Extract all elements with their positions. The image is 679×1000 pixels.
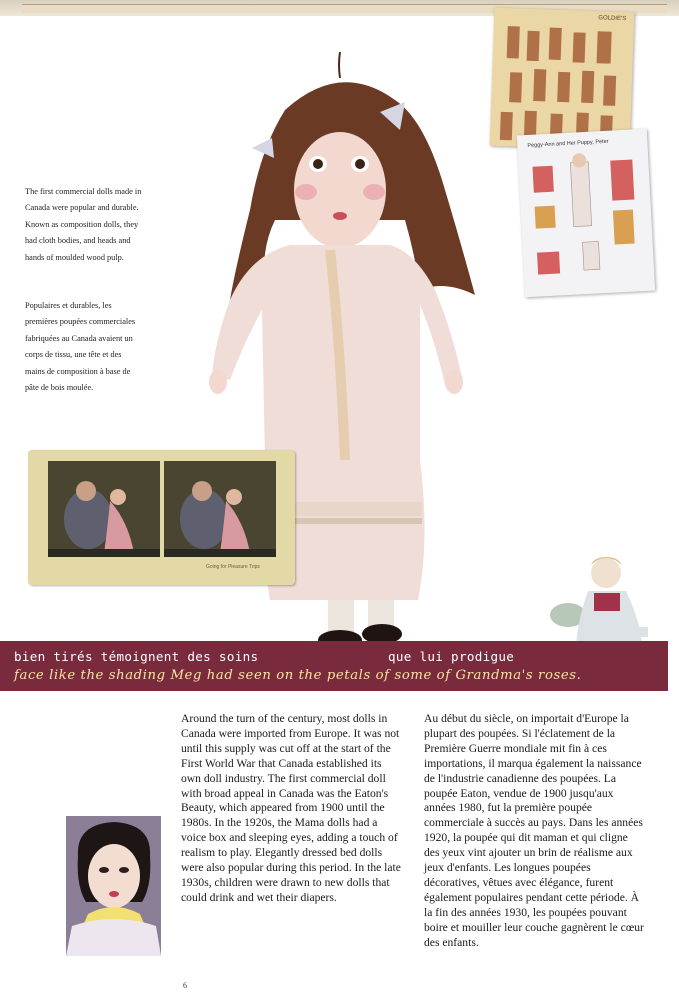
banner-line-french-right: que lui prodigue — [388, 649, 515, 664]
banner-line-english-script: face like the shading Meg had seen on the petals of some of Grandma's roses. — [14, 668, 582, 683]
paper-doll-figures-1 — [490, 8, 635, 151]
stereograph-caption: Going for Pleasure Trips — [206, 564, 260, 570]
stereograph-photo-left — [48, 461, 160, 557]
banner-line-french-left: bien tirés témoignent des soins — [14, 649, 259, 664]
bed-doll-portrait — [66, 816, 161, 956]
caption-english: The first commercial dolls made in Canada were popular and durable. Known as composition dolls, they had cloth bodies, and heads and hands of moulded wood pulp. — [25, 187, 142, 262]
body-text-french: Au début du siècle, on importait d'Europe la plupart des poupées. Si l'éclatement de la Première Guerre mondiale mit fin à ces importations, il marqua également la naissance de l'industrie canadienne des poupées. La poupée Eaton, vendue de 1900 jusqu'aux années 1980, fut la première poupée commerciale à succès au pays. Dans les années 1920, la poupée qui dit maman et qui cligne des yeux vint ajouter un brin de réalisme aux jeux d'enfants. Les longues poupées décoratives, vêtues avec élégance, furent également populaires pendant cette période. À la fin des années 1930, les poupées pouvant boire et mouiller leur couche gagnèrent le cœur des enfants. — [424, 712, 644, 949]
paper-doll-sheet-1-title: GOLDIE'S — [598, 15, 627, 23]
stereograph-photo-right — [164, 461, 276, 557]
paper-doll-figures-2 — [517, 129, 655, 298]
page-number: 6 — [183, 981, 187, 990]
paper-doll-sheet-1 — [490, 8, 635, 151]
caption-french: Populaires et durables, les premières poupées commerciales fabriquées au Canada avaient un corps de tissu, une tête et des mains de composition à base de pâte de bois moulée. — [25, 301, 136, 393]
quote-banner — [0, 641, 668, 691]
stereograph-scene-right — [164, 461, 276, 557]
bed-doll-figure — [66, 816, 161, 956]
body-text-english: Around the turn of the century, most dolls in Canada were imported from Europe. It was not until this supply was cut off at the start of the First World War that Canada established its own doll industry. The first commercial doll with broad appeal in Canada was the Eaton's Beauty, which appeared from 1900 until the 1980s. In the 1920s, the Mama dolls had a voice box and sleeping eyes, adding a touch of realism to play. Elegantly dressed bed dolls were also popular during this period. In the late 1930s, children were drawn to new dolls that could drink and wet their diapers. — [181, 712, 401, 904]
stereograph-card — [28, 450, 295, 585]
paper-doll-sheet-2-title: Peggy-Ann and Her Puppy, Peter — [527, 138, 609, 149]
stereograph-scene-left — [48, 461, 160, 557]
paper-doll-sheet-2 — [517, 129, 655, 298]
